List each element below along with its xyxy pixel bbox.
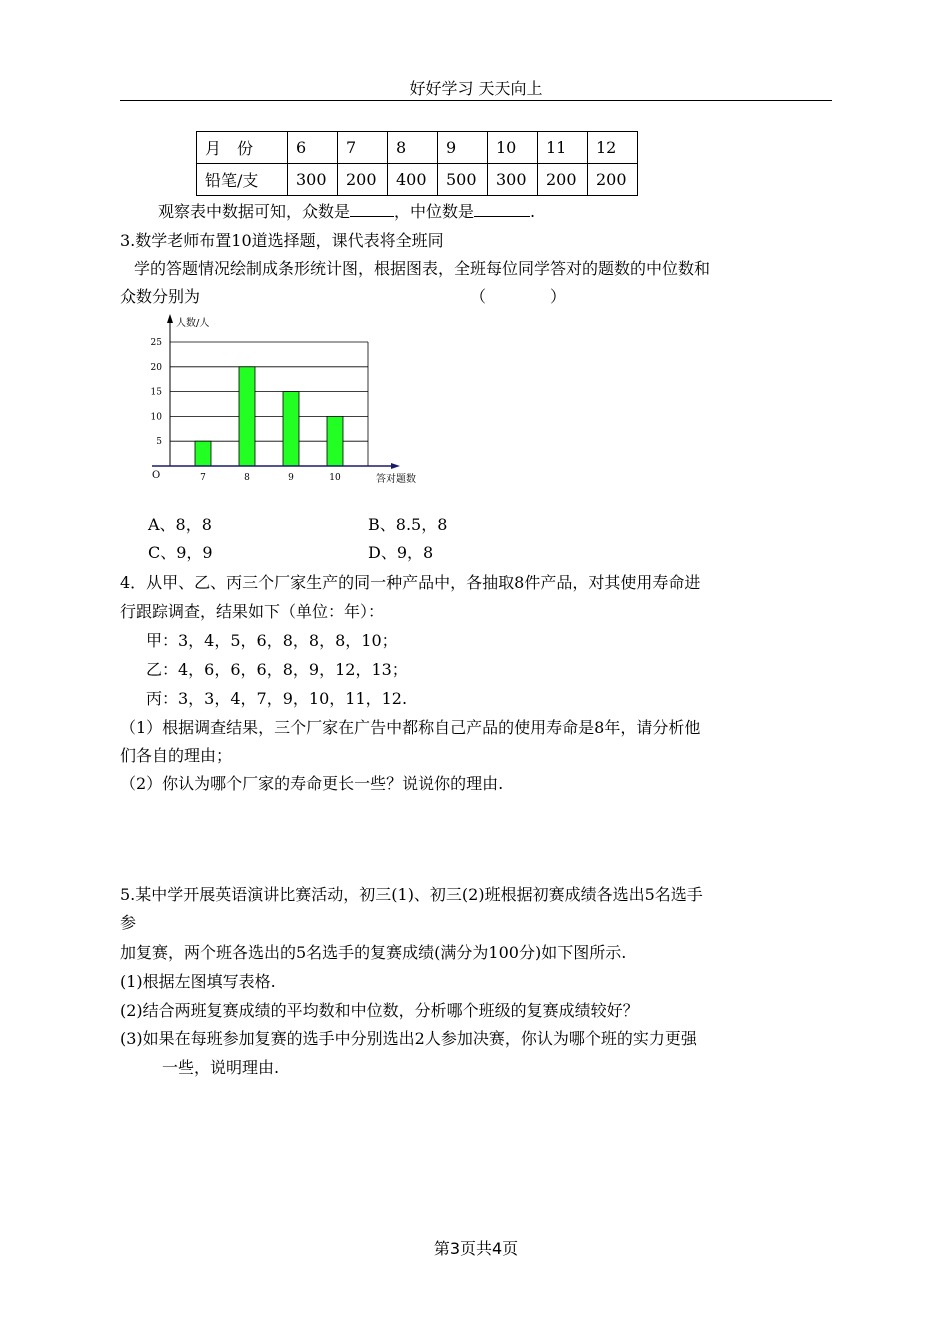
q2-text-a: 观察表中数据可知，众数是 <box>158 202 351 221</box>
table-cell: 11 <box>538 132 588 164</box>
table-cell: 200 <box>588 164 638 196</box>
q3-option-c: C、9，9 <box>148 543 213 562</box>
q4-sub2: （2）你认为哪个厂家的寿命更长一些？说说你的理由. <box>120 774 504 793</box>
q3-option-b: B、8.5，8 <box>368 515 448 534</box>
q5-sub2: (2)结合两班复赛成绩的平均数和中位数，分析哪个班级的复赛成绩较好？ <box>120 1001 639 1020</box>
q2-text-b: ，中位数是 <box>394 202 475 221</box>
q2-statement <box>158 201 535 223</box>
table-cell: 月 份 <box>197 132 288 164</box>
y-tick-label: 25 <box>150 338 162 348</box>
table-cell: 400 <box>388 164 438 196</box>
table-cell: 10 <box>488 132 538 164</box>
table-row <box>197 132 638 164</box>
bar <box>239 367 255 466</box>
table-cell: 6 <box>288 132 338 164</box>
table-cell: 300 <box>488 164 538 196</box>
table-cell: 9 <box>438 132 488 164</box>
bar <box>327 416 343 466</box>
q4-sub1-line2: 们各自的理由； <box>120 746 233 765</box>
table-row <box>197 164 638 196</box>
q4-data-jia: 甲：3，4，5，6，8，8，8，10； <box>146 631 398 650</box>
table-cell: 200 <box>538 164 588 196</box>
page-footer: 第3页共4页 <box>433 1239 519 1258</box>
page-header: 好好学习 天天向上 <box>409 79 543 98</box>
q3-option-a: A、8，8 <box>148 515 212 534</box>
q5-line2: 参 <box>120 913 137 932</box>
y-tick-label: 15 <box>150 387 162 398</box>
table-cell: 200 <box>338 164 388 196</box>
table-cell: 500 <box>438 164 488 196</box>
bar <box>195 441 211 466</box>
q3-answer-paren: （ ） <box>470 287 567 306</box>
bar <box>283 392 299 466</box>
q3-line1: 3.数学老师布置10道选择题，课代表将全班同 <box>120 231 444 250</box>
x-axis-arrow <box>391 463 400 469</box>
header-rule <box>120 100 832 101</box>
pencil-sales-table <box>196 131 638 196</box>
q4-line2: 行跟踪调查，结果如下（单位：年）： <box>120 602 385 621</box>
q2-text-c: . <box>530 202 536 221</box>
q4-sub1-line1: （1）根据调查结果，三个厂家在广告中都称自己产品的使用寿命是8年，请分析他 <box>120 718 701 737</box>
q3-line2: 学的答题情况绘制成条形统计图，根据图表，全班每位同学答对的题数的中位数和 <box>134 259 711 278</box>
q5-line3: 加复赛，两个班各选出的5名选手的复赛成绩(满分为100分)如下图所示. <box>120 943 627 962</box>
q5-sub3-line1: (3)如果在每班参加复赛的选手中分别选出2人参加决赛，你认为哪个班的实力更强 <box>120 1029 697 1048</box>
table-cell: 12 <box>588 132 638 164</box>
table-cell: 300 <box>288 164 338 196</box>
y-tick-label: 20 <box>150 362 162 373</box>
y-axis-arrow <box>167 314 173 323</box>
bar-chart <box>140 312 420 492</box>
q4-data-yi: 乙：4，6，6，6，8，9，12，13； <box>146 660 408 679</box>
table-cell: 7 <box>338 132 388 164</box>
y-axis-label: 人数/人 <box>176 318 210 329</box>
q5-sub3-line2: 一些，说明理由. <box>162 1058 280 1077</box>
x-tick-label: 8 <box>244 473 250 483</box>
x-tick-label: 10 <box>329 473 341 483</box>
table-cell: 铅笔/支 <box>197 164 288 196</box>
answer-blank-mode <box>350 202 394 217</box>
q5-sub1: (1)根据左图填写表格. <box>120 972 276 991</box>
table-cell: 8 <box>388 132 438 164</box>
origin-label: O <box>152 470 161 481</box>
y-tick-label: 10 <box>150 412 162 423</box>
q3-line3: 众数分别为 <box>120 287 201 306</box>
q4-data-bing: 丙：3，3，4，7，9，10，11，12. <box>146 689 408 708</box>
answer-blank-median <box>474 202 530 217</box>
q3-option-d: D、9，8 <box>368 543 434 562</box>
x-axis-label: 答对题数 <box>376 474 416 485</box>
x-tick-label: 7 <box>200 473 206 483</box>
q5-line1: 5.某中学开展英语演讲比赛活动，初三(1)、初三(2)班根据初赛成绩各选出5名选手 <box>120 885 703 904</box>
q4-line1: 4．从甲、乙、丙三个厂家生产的同一种产品中，各抽取8件产品，对其使用寿命进 <box>120 573 701 592</box>
x-tick-label: 9 <box>288 473 294 483</box>
y-tick-label: 5 <box>156 437 162 448</box>
